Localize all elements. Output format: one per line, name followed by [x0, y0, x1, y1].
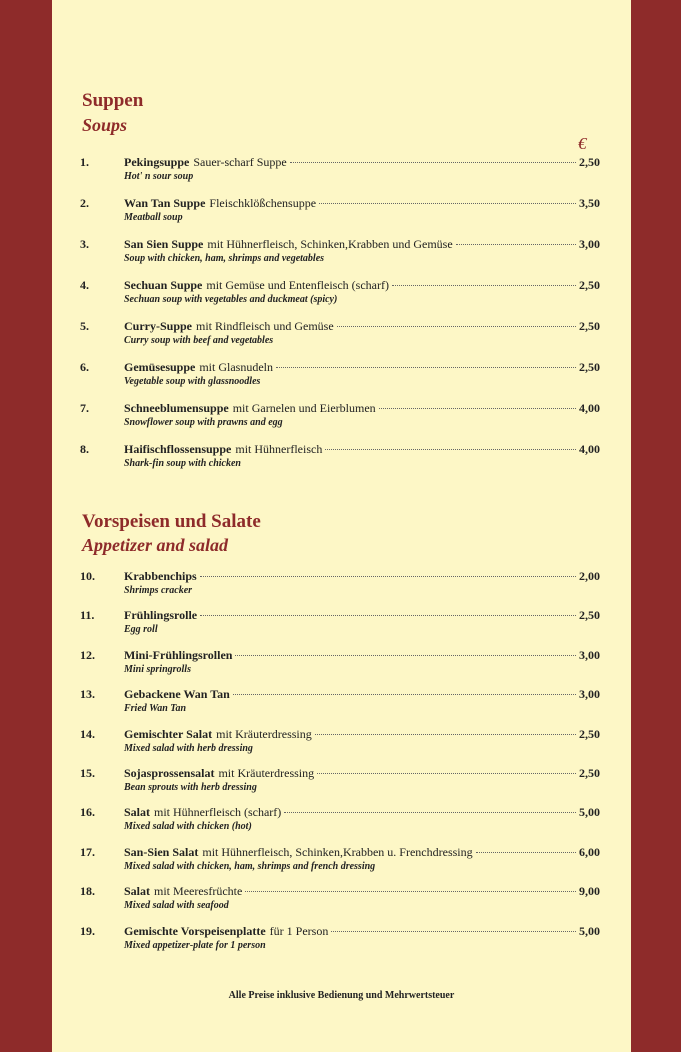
- item-price: 2,50: [579, 155, 600, 169]
- item-line: [124, 154, 600, 170]
- item-english: Shrimps cracker: [124, 585, 193, 596]
- item-number: 2.: [80, 196, 89, 210]
- dot-leader: [337, 326, 576, 327]
- item-price: 2,50: [579, 278, 600, 292]
- dot-leader: [233, 694, 576, 695]
- item-english: Mini springrolls: [124, 663, 191, 675]
- item-description: mit Hühnerfleisch: [235, 442, 323, 456]
- item-line: [124, 883, 600, 899]
- item-name: San-Sien Salat: [124, 844, 199, 859]
- menu-item: [80, 804, 600, 840]
- item-line: [124, 607, 600, 623]
- dot-leader: [276, 367, 576, 368]
- item-price: 2,50: [579, 608, 600, 623]
- item-line: [124, 277, 600, 293]
- menu-item: [80, 568, 600, 604]
- item-name: Gemüsesuppe: [124, 360, 196, 374]
- item-line: [124, 359, 600, 375]
- dot-leader: [284, 812, 576, 813]
- item-name: San Sien Suppe: [124, 237, 204, 251]
- dot-leader: [331, 931, 576, 932]
- item-description: mit Hühnerfleisch, Schinken,Krabben und Gemüse: [207, 237, 453, 251]
- item-number: 4.: [80, 278, 89, 292]
- item-english: Curry soup with beef and vegetables: [124, 335, 274, 346]
- item-line: [124, 195, 600, 211]
- item-english: Mixed salad with seafood: [124, 900, 229, 912]
- menu-item: [80, 400, 600, 436]
- soups-subtitle: Soups: [82, 115, 128, 135]
- item-english: Meatball soup: [124, 212, 183, 223]
- item-english: Hot' n sour soup: [124, 171, 194, 182]
- item-english: Mixed salad with chicken (hot): [124, 821, 252, 833]
- dot-leader: [456, 244, 576, 245]
- item-number: 10.: [80, 569, 95, 583]
- item-price: 3,00: [579, 237, 600, 251]
- dot-leader: [245, 891, 576, 892]
- menu-item: [80, 318, 600, 354]
- item-name: Gemischte Vorspeisenplatte: [124, 923, 266, 938]
- item-description: mit Hühnerfleisch (scharf): [154, 805, 282, 820]
- menu-item: [80, 647, 600, 683]
- item-description: mit Hühnerfleisch, Schinken,Krabben u. Frenchdressing: [202, 844, 473, 859]
- menu-item: [80, 277, 600, 313]
- item-price: 4,00: [579, 442, 600, 456]
- item-english: Vegetable soup with glassnoodles: [124, 376, 261, 387]
- item-number: 13.: [80, 687, 95, 702]
- item-price: 2,50: [579, 360, 600, 374]
- item-price: 2,50: [579, 319, 600, 333]
- item-english: Mixed salad with chicken, ham, shrimps and french dressing: [124, 860, 376, 872]
- menu-item: [80, 726, 600, 762]
- item-price: 2,00: [579, 569, 600, 583]
- menu-item: [80, 359, 600, 395]
- item-english: Bean sprouts with herb dressing: [124, 782, 257, 793]
- item-name: Wan Tan Suppe: [124, 196, 206, 210]
- item-number: 11.: [80, 608, 95, 623]
- item-number: 14.: [80, 726, 95, 741]
- dot-leader: [325, 449, 576, 450]
- item-line: [124, 844, 600, 860]
- menu-item: [80, 844, 600, 880]
- item-line: [124, 804, 600, 820]
- item-line: [124, 765, 600, 781]
- item-name: Salat: [124, 884, 151, 899]
- item-price: 4,00: [579, 401, 600, 415]
- item-number: 5.: [80, 319, 89, 333]
- item-description: Sauer-scharf Suppe: [193, 155, 287, 169]
- item-number: 17.: [80, 844, 95, 859]
- item-name: Frühlingsrolle: [124, 608, 198, 623]
- item-name: Sechuan Suppe: [124, 278, 203, 292]
- item-line: [124, 441, 600, 457]
- dot-leader: [392, 285, 576, 286]
- item-line: [124, 686, 600, 702]
- item-number: 18.: [80, 884, 95, 899]
- item-description: mit Kräuterdressing: [216, 726, 312, 741]
- item-name: Curry-Suppe: [124, 319, 193, 333]
- menu-item: [80, 765, 600, 801]
- item-number: 3.: [80, 237, 89, 251]
- item-price: 2,50: [579, 726, 600, 741]
- item-line: [124, 647, 600, 663]
- menu-item: [80, 195, 600, 231]
- item-price: 5,00: [579, 923, 600, 938]
- item-number: 19.: [80, 923, 95, 938]
- menu-page: [52, 0, 631, 1052]
- item-name: Krabbenchips: [124, 569, 197, 583]
- price-footnote: Alle Preise inklusive Bedienung und Mehrwertsteuer: [228, 990, 455, 1001]
- dot-leader: [319, 203, 576, 204]
- item-english: Mixed appetizer-plate for 1 person: [124, 939, 266, 951]
- item-name: Haifischflossensuppe: [124, 442, 232, 456]
- item-english: Sechuan soup with vegetables and duckmeat (spicy): [124, 294, 338, 305]
- item-description: mit Kräuterdressing: [218, 766, 315, 780]
- item-description: mit Rindfleisch und Gemüse: [196, 319, 334, 333]
- item-description: Fleischklößchensuppe: [209, 196, 317, 210]
- dot-leader: [235, 655, 576, 656]
- item-number: 7.: [80, 401, 89, 415]
- item-price: 3,00: [579, 647, 600, 662]
- menu-item: [80, 923, 600, 959]
- item-number: 12.: [80, 647, 95, 662]
- dot-leader: [290, 162, 576, 163]
- appetizers-subtitle: Appetizer and salad: [82, 535, 229, 555]
- menu-item: [80, 607, 600, 643]
- item-line: [124, 568, 600, 584]
- item-english: Snowflower soup with prawns and egg: [124, 417, 283, 428]
- item-line: [124, 318, 600, 334]
- item-description: mit Meeresfrüchte: [154, 884, 243, 899]
- item-price: 5,00: [579, 805, 600, 820]
- item-price: 3,00: [579, 687, 600, 702]
- item-line: [124, 923, 600, 939]
- menu-item: [80, 686, 600, 722]
- menu-item: [80, 883, 600, 919]
- item-price: 3,50: [579, 196, 600, 210]
- menu-item: [80, 236, 600, 272]
- item-price: 2,50: [579, 766, 600, 780]
- menu-item: [80, 154, 600, 190]
- item-name: Schneeblumensuppe: [124, 401, 229, 415]
- item-number: 1.: [80, 155, 89, 169]
- item-name: Sojasprossensalat: [124, 766, 215, 780]
- item-name: Gemischter Salat: [124, 726, 213, 741]
- item-english: Mixed salad with herb dressing: [124, 742, 253, 754]
- item-price: 6,00: [579, 844, 600, 859]
- dot-leader: [379, 408, 576, 409]
- item-description: für 1 Person: [269, 923, 329, 938]
- dot-leader: [315, 734, 576, 735]
- item-english: Soup with chicken, ham, shrimps and vegetables: [124, 253, 325, 264]
- item-number: 6.: [80, 360, 89, 374]
- item-english: Shark-fin soup with chicken: [124, 458, 241, 469]
- item-english: Fried Wan Tan: [124, 703, 187, 715]
- item-description: mit Garnelen und Eierblumen: [232, 401, 376, 415]
- item-english: Egg roll: [124, 624, 158, 636]
- menu-item: [80, 441, 600, 477]
- item-number: 16.: [80, 805, 95, 820]
- item-name: Salat: [124, 805, 151, 820]
- item-number: 8.: [80, 442, 89, 456]
- soups-title: Suppen: [82, 90, 144, 111]
- item-number: 15.: [80, 766, 95, 780]
- dot-leader: [200, 576, 576, 577]
- item-description: mit Gemüse und Entenfleisch (scharf): [206, 278, 389, 292]
- item-line: [124, 400, 600, 416]
- item-description: mit Glasnudeln: [199, 360, 274, 374]
- dot-leader: [200, 615, 576, 616]
- currency-symbol: €: [578, 134, 587, 153]
- item-name: Pekingsuppe: [124, 155, 190, 169]
- item-name: Gebackene Wan Tan: [124, 687, 230, 702]
- item-line: [124, 726, 600, 742]
- item-name: Mini-Frühlingsrollen: [124, 647, 233, 662]
- item-price: 9,00: [579, 884, 600, 899]
- dot-leader: [476, 852, 576, 853]
- dot-leader: [317, 773, 576, 774]
- appetizers-title: Vorspeisen und Salate: [82, 511, 261, 532]
- item-line: [124, 236, 600, 252]
